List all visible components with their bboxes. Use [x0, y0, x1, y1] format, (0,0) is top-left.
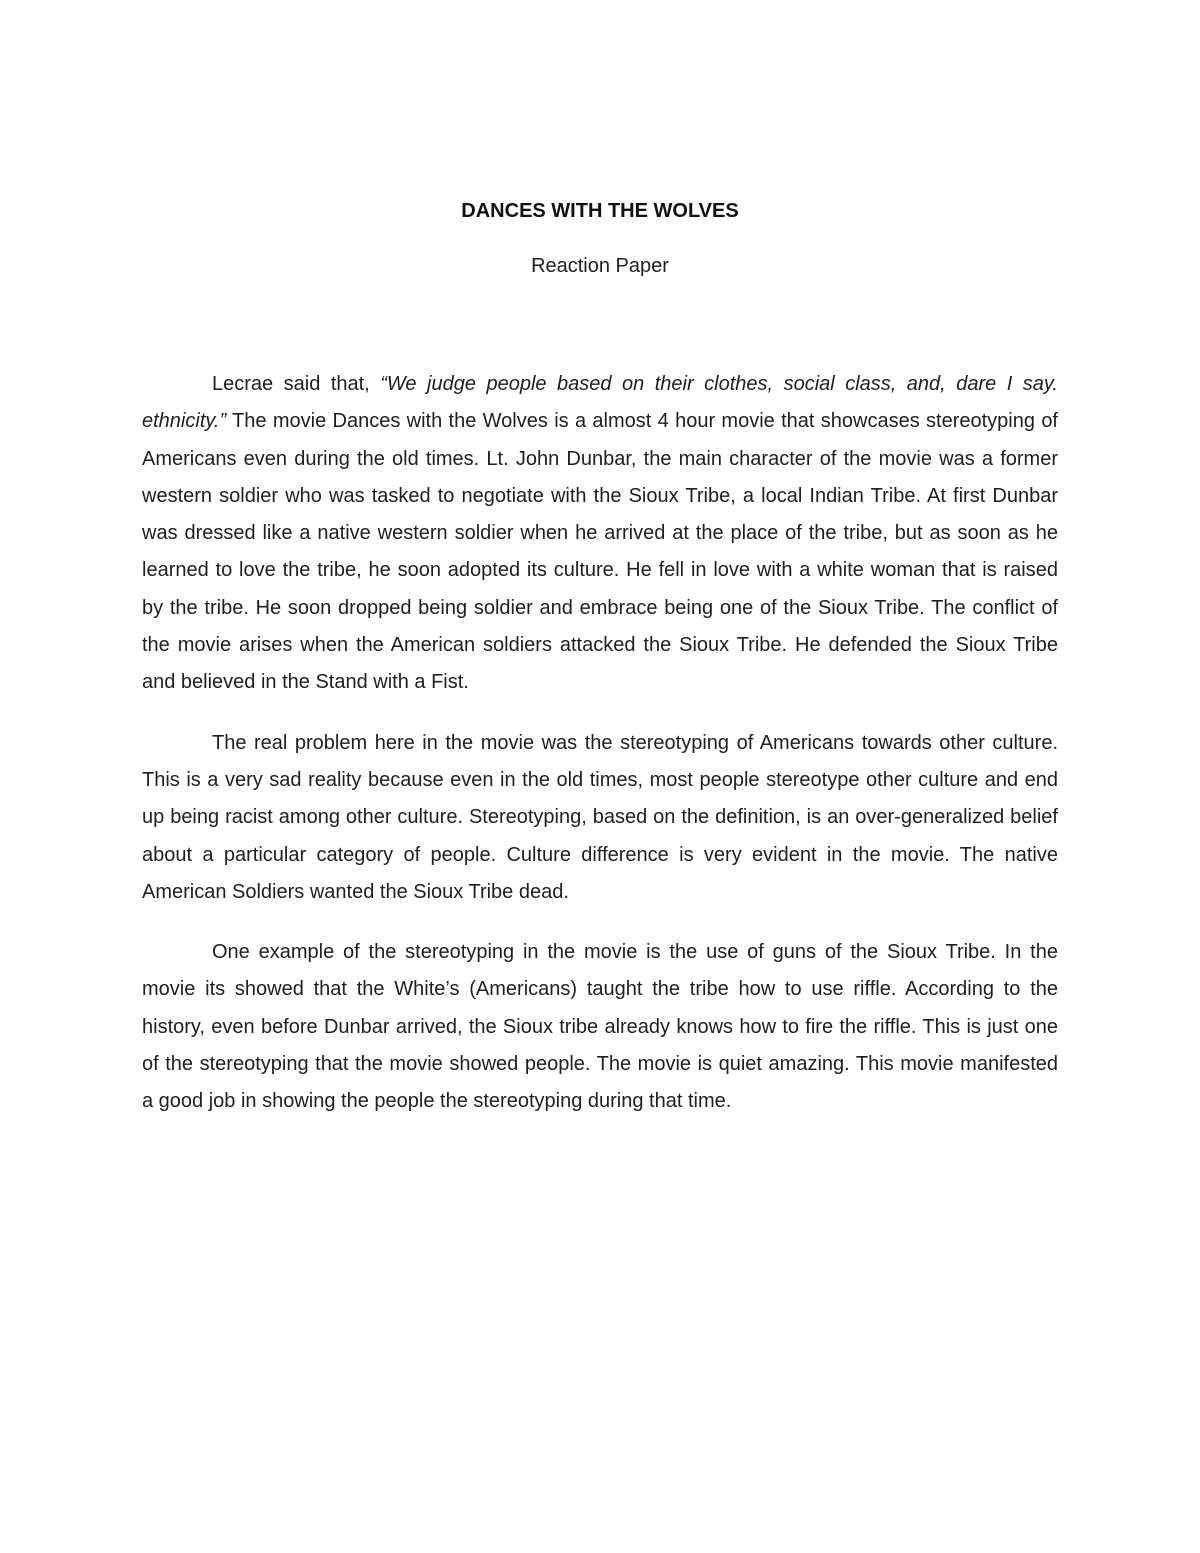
paragraph-3: One example of the stereotyping in the movie is the use of guns of the Sioux Tribe. In the movie its showed that the White’s (Americans) taught the tribe how to use riffle. According to the history, even before Dunbar arrived, the Sioux tribe already knows how to fire the riffle. This is just one of the stereotyping that the movie showed people. The movie is quiet amazing. This movie manifested a good job in showing the people the stereotyping during that time. — [142, 941, 1058, 1113]
paragraph-2: The real problem here in the movie was the stereotyping of Americans towards other culture. This is a very sad reality because even in the old times, most people stereotype other culture and end up being racist among other culture. Stereotyping, based on the definition, is an over-generalized belief about a particular category of people. Culture difference is very evident in the movie. The native American Soldiers wanted the Sioux Tribe dead. — [142, 731, 1058, 903]
document-title: DANCES WITH THE WOLVES — [461, 200, 739, 222]
document-body — [142, 366, 1058, 1144]
document-subtitle: Reaction Paper — [531, 255, 669, 277]
paragraph-1 — [142, 366, 1058, 702]
paragraph-1-intro: Lecrae said that, — [212, 373, 381, 395]
paragraph-1-quote: “We judge people based on their clothes, social class, and, dare I say. ethnicity.” — [142, 373, 1058, 433]
paragraph-1-text: The movie Dances with the Wolves is a almost 4 hour movie that showcases stereotyping of Americans even during the old times. Lt. John Dunbar, the main character of the movie was a former western soldier who was tasked to negotiate with the Sioux Tribe, a local Indian Tribe. At first Dunbar was dressed like a native western soldier when he arrived at the place of the tribe, but as soon as he learned to love the tribe, he soon adopted its culture. He fell in love with a white woman that is raised by the tribe. He soon dropped being soldier and embrace being one of the Sioux Tribe. The conflict of the movie arises when the American soldiers attacked the Sioux Tribe. He defended the Sioux Tribe and believed in the Stand with a Fist. — [142, 410, 1058, 694]
